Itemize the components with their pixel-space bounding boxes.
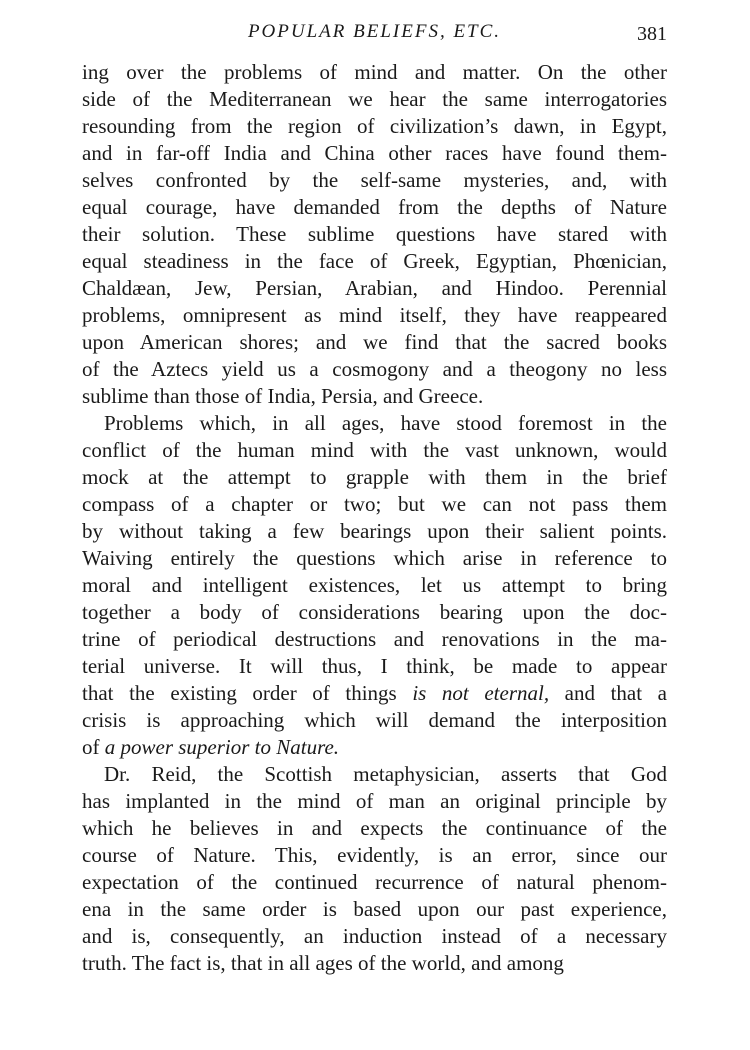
text-line: side of the Mediterranean we hear the same interrogatories <box>82 87 667 111</box>
italic-emphasis: is not eternal, <box>412 681 550 705</box>
text-line: by without taking a few bearings upon their salient points. <box>82 519 667 543</box>
text-line: that the existing order of things is not eternal, and that a <box>82 681 667 705</box>
text-line: upon American shores; and we find that the sacred books <box>82 330 667 354</box>
page-number: 381 <box>637 23 667 45</box>
running-title: POPULAR BELIEFS, ETC. <box>247 21 502 42</box>
text-line: trine of periodical destructions and renovations in the ma- <box>82 627 667 651</box>
text-line: conflict of the human mind with the vast unknown, would <box>82 438 667 462</box>
text-line: together a body of considerations bearing upon the doc- <box>82 600 667 624</box>
text-line: and in far-off India and China other races have found them- <box>82 141 667 165</box>
text-line: mock at the attempt to grapple with them in the brief <box>82 465 667 489</box>
text-line: ena in the same order is based upon our past experience, <box>82 897 667 921</box>
text-line: crisis is approaching which will demand the interposition <box>82 708 667 732</box>
text-line: sublime than those of India, Persia, and Greece. <box>82 384 484 408</box>
text-line: of a power superior to Nature. <box>82 735 340 759</box>
text-line: equal steadiness in the face of Greek, Egyptian, Phœnician, <box>82 249 667 273</box>
text-line: course of Nature. This, evidently, is an error, since our <box>82 843 667 867</box>
text-line: Waiving entirely the questions which arise in reference to <box>82 546 667 570</box>
text-line: equal courage, have demanded from the depths of Nature <box>82 195 667 219</box>
text-line: selves confronted by the self-same mysteries, and, with <box>82 168 667 192</box>
text-line: and is, consequently, an induction instead of a necessary <box>82 924 667 948</box>
text-line: terial universe. It will thus, I think, be made to appear <box>82 654 667 678</box>
text-line: Dr. Reid, the Scottish metaphysician, asserts that God <box>104 762 667 786</box>
text-line: moral and intelligent existences, let us attempt to bring <box>82 573 667 597</box>
text-line: Chaldæan, Jew, Persian, Arabian, and Hindoo. Perennial <box>82 276 667 300</box>
text-line: Problems which, in all ages, have stood foremost in the <box>104 411 667 435</box>
text-line: compass of a chapter or two; but we can not pass them <box>82 492 667 516</box>
text-line: ing over the problems of mind and matter. On the other <box>82 60 667 84</box>
text-line: truth. The fact is, that in all ages of the world, and among <box>82 951 564 975</box>
text-line: which he believes in and expects the continuance of the <box>82 816 667 840</box>
text-line: of the Aztecs yield us a cosmogony and a theogony no less <box>82 357 667 381</box>
running-head <box>82 18 667 48</box>
text-line: their solution. These sublime questions have stared with <box>82 222 667 246</box>
text-line: expectation of the continued recurrence of natural phenom- <box>82 870 667 894</box>
text-line: has implanted in the mind of man an original principle by <box>82 789 667 813</box>
text-line: resounding from the region of civilization’s dawn, in Egypt, <box>82 114 667 138</box>
body-text <box>82 59 667 977</box>
italic-emphasis: a power superior to Nature. <box>104 735 340 759</box>
text-line: problems, omnipresent as mind itself, they have reappeared <box>82 303 667 327</box>
